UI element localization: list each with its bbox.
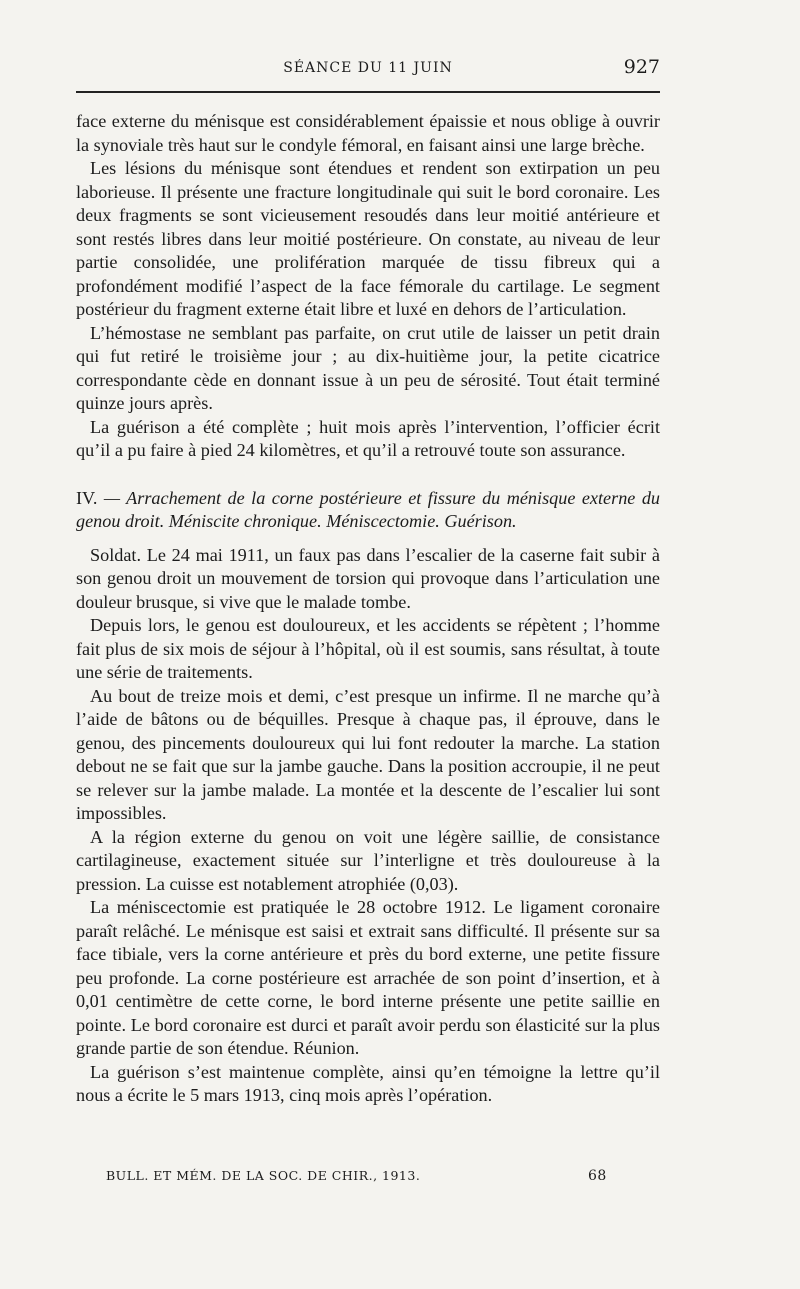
- paragraph: Depuis lors, le genou est douloureux, et les accidents se répètent ; l’homme fait plus de six mois de séjour à l’hôpital, où il est soumis, sans résultat, à toute une série de traitements.: [76, 615, 660, 682]
- paragraph: face externe du ménisque est considérablement épaissie et nous oblige à ouvrir la synoviale très haut sur le condyle fémoral, en faisant ainsi une large brèche.: [76, 111, 660, 155]
- running-header: [76, 56, 660, 82]
- page-number: 927: [623, 56, 660, 78]
- header-title: SÉANCE DU 11 JUIN: [283, 60, 453, 76]
- footer-citation: BULL. ET MÉM. DE LA SOC. DE CHIR., 1913.: [106, 1168, 421, 1183]
- section-title-text: — Arrachement de la corne postérieure et fissure du ménisque externe du genou droit. Méniscite chronique. Méniscectomie. Guérison.: [76, 487, 661, 531]
- paragraph: Soldat. Le 24 mai 1911, un faux pas dans l’escalier de la caserne fait subir à son genou droit un mouvement de torsion qui provoque dans l’articulation une douleur brusque, si vive que le malade tombe.: [76, 544, 660, 612]
- paragraph: La guérison s’est maintenue complète, ainsi qu’en témoigne la lettre qu’il nous a écrite le 5 mars 1913, cinq mois après l’opération.: [76, 1061, 660, 1105]
- paragraph: La méniscectomie est pratiquée le 28 octobre 1912. Le ligament coronaire paraît relâché. Le ménisque est saisi et extrait sans difficulté. Il présente sur sa face tibiale, vers la corne antérieure et près du bord externe, une petite fissure peu profonde. La corne postérieure est arrachée de son point d’insertion, et à 0,01 centimètre de cette corne, le bord interne présente une petite saillie en pointe. Le bord coronaire est durci et paraît avoir perdu son élasticité sur la plus grande partie de son étendue. Réunion.: [76, 897, 660, 1058]
- section-heading: [76, 487, 660, 534]
- paragraph: L’hémostase ne semblant pas parfaite, on crut utile de laisser un petit drain qui fut retiré le troisième jour ; au dix-huitième jour, la petite cicatrice correspondante cède en donnant issue à un peu de sérosité. Tout était terminé quinze jours après.: [76, 322, 660, 413]
- paragraph: Les lésions du ménisque sont étendues et rendent son extirpation un peu laborieuse. Il présente une fracture longitudinale qui suit le bord coronaire. Les deux fragments se sont vicieusement resoudés dans leur moitié antérieure et sont restés libres dans leur moitié postérieure. On constate, au niveau de leur partie consolidée, une prolifération marquée de tissu fibreux qui a profondément modifié l’aspect de la face fémorale du cartilage. Le segment postérieur du fragment externe était libre et luxé en dehors de l’articulation.: [76, 158, 660, 319]
- footer-signature: 68: [588, 1168, 607, 1184]
- paragraph: A la région externe du genou on voit une légère saillie, de consistance cartilagineuse, exactement située sur l’interligne et très douloureuse à la pression. La cuisse est notablement atrophiée (0,03).: [76, 826, 660, 894]
- header-rule: [76, 91, 660, 93]
- paragraph: Au bout de treize mois et demi, c’est presque un infirme. Il ne marche qu’à l’aide de bâtons ou de béquilles. Presque à chaque pas, il éprouve, dans le genou, des pincements douloureux qui lui font redouter la marche. La station debout ne se fait que sur la jambe gauche. Dans la position accroupie, il ne peut se relever sur la jambe malade. La montée et la descente de l’escalier lui sont impossibles.: [76, 685, 660, 823]
- section-number: IV.: [76, 487, 98, 508]
- paragraph: La guérison a été complète ; huit mois après l’intervention, l’officier écrit qu’il a pu faire à pied 24 kilomètres, et qu’il a retrouvé toute son assurance.: [76, 416, 660, 460]
- body-text: [76, 110, 660, 1108]
